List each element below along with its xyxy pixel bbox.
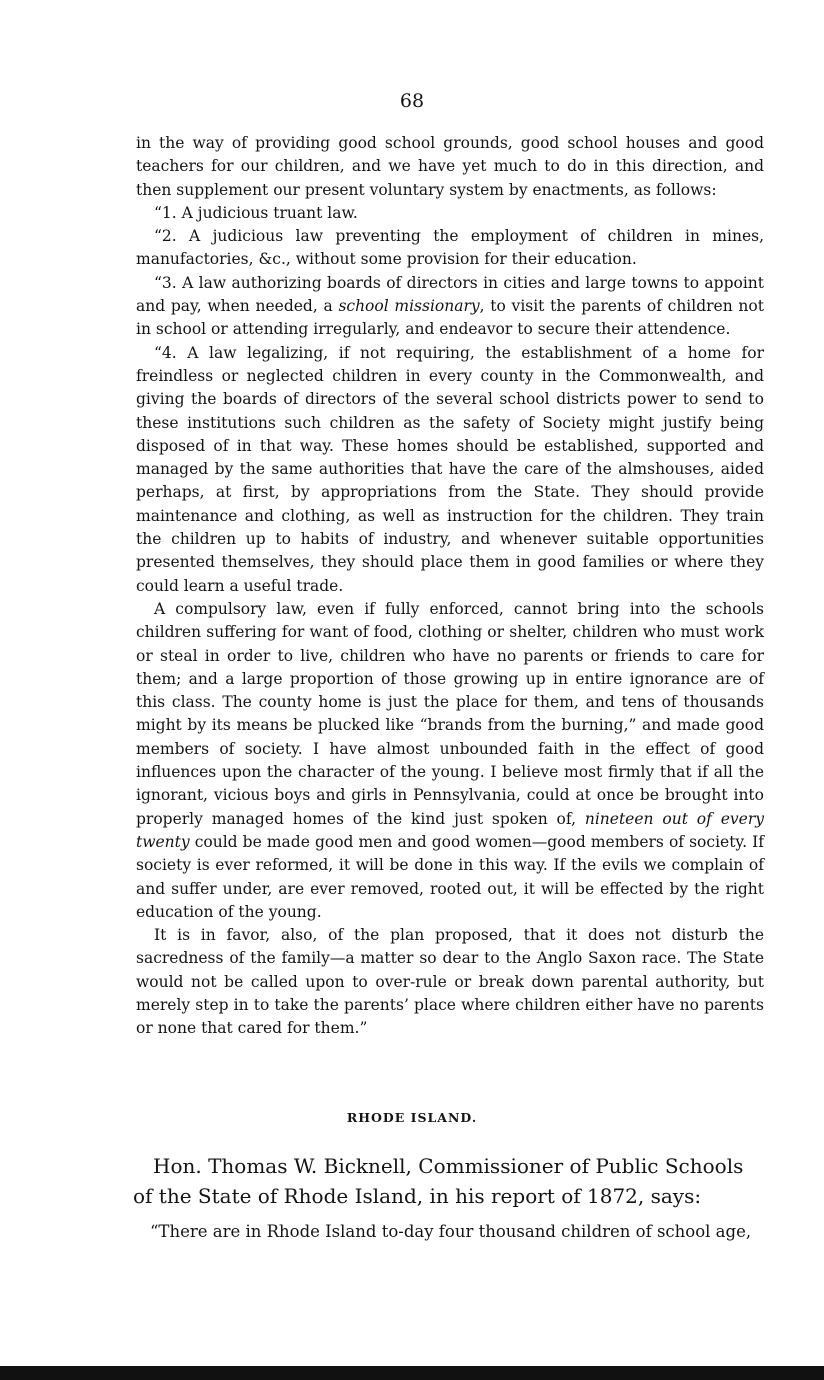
paragraph-home-law: “4. A law legalizing, if not requiring, the establishment of a home for freindless or neglected children in every county in the Commonwealth, and giving the boards of directors of the several school districts power to send to these institutions such children as the safety of Society might justify being disposed of in that way. These homes should be established, supported and managed by the same authorities that have the care of the almshouses, aided perhaps, at first, by appropriations from the State. They should provide maintenance and clothing, as well as instruction for the children. They train the children up to habits of industry, and whenever suitable opportunities presented themselves, they should place them in good families or where they could learn a useful trade. bbox=[136, 343, 764, 595]
body-text bbox=[136, 132, 764, 1041]
section-heading: RHODE ISLAND. bbox=[346, 1110, 478, 1125]
text-run: could be made good men and good women—good members of society. If society is ever reformed, it will be done in this way. If the evils we complain of and suffer under, are ever removed, rooted out, it will be effected by the right education of the young. bbox=[136, 832, 764, 921]
quote-start: “There are in Rhode Island to-day four thousand children of school age, bbox=[150, 1222, 752, 1241]
intro-paragraph: Hon. Thomas W. Bicknell, Commissioner of Public Schools of the State of Rhode Island, in his report of 1872, says: bbox=[133, 1154, 744, 1208]
emphasis-nineteen: nineteen out of every twenty bbox=[136, 809, 764, 851]
page-number: 68 bbox=[399, 90, 425, 112]
paragraph-compulsory-law bbox=[136, 598, 764, 924]
paragraph-missionary-law bbox=[136, 272, 764, 342]
text-run: A compulsory law, even if fully enforced, cannot bring into the schools children suffering for want of food, clothing or shelter, children who must work or steal in order to live, children who have no parents or friends to care for them; and a large proportion of those growing up in entire ignorance are of this class. The county home is just the place for them, and tens of thousands might by its means be plucked like “brands from the burning,” and made good members of society. I have almost unbounded faith in the effect of good influences upon the character of the young. I believe most firmly that if all the ignorant, vicious boys and girls in Pennsylvania, could at once be brought into properly managed homes of the kind just spoken of, bbox=[136, 599, 764, 828]
paragraph-employment-law: “2. A judicious law preventing the employment of children in mines, manufactories, &c., without some provision for their education. bbox=[136, 227, 764, 269]
paragraph-truant-law: “1. A judicious truant law. bbox=[154, 203, 358, 222]
paragraph-continuation: in the way of providing good school grounds, good school houses and good teachers for our children, and we have yet much to do in this direction, and then supplement our present voluntary system by enactments, as follows: bbox=[136, 134, 764, 199]
text-run: “3. A law authorizing boards of directors in cities and large towns to appoint and pay, when needed, a bbox=[136, 273, 764, 316]
text-run: , to visit the parents of children not in school or attending irregularly, and endeavor to secure their attendence. bbox=[136, 297, 764, 339]
paragraph-plan-favor: It is in favor, also, of the plan proposed, that it does not disturb the sacredness of the family—a matter so dear to the Anglo Saxon race. The State would not be called upon to over-rule or break down parental authority, but merely step in to take the parents’ place where children either have no parents or none that cared for them.” bbox=[136, 926, 764, 1038]
page-edge-bar bbox=[0, 1366, 824, 1380]
intro-text bbox=[133, 1151, 763, 1211]
emphasis-school-missionary: school missionary bbox=[338, 297, 480, 316]
